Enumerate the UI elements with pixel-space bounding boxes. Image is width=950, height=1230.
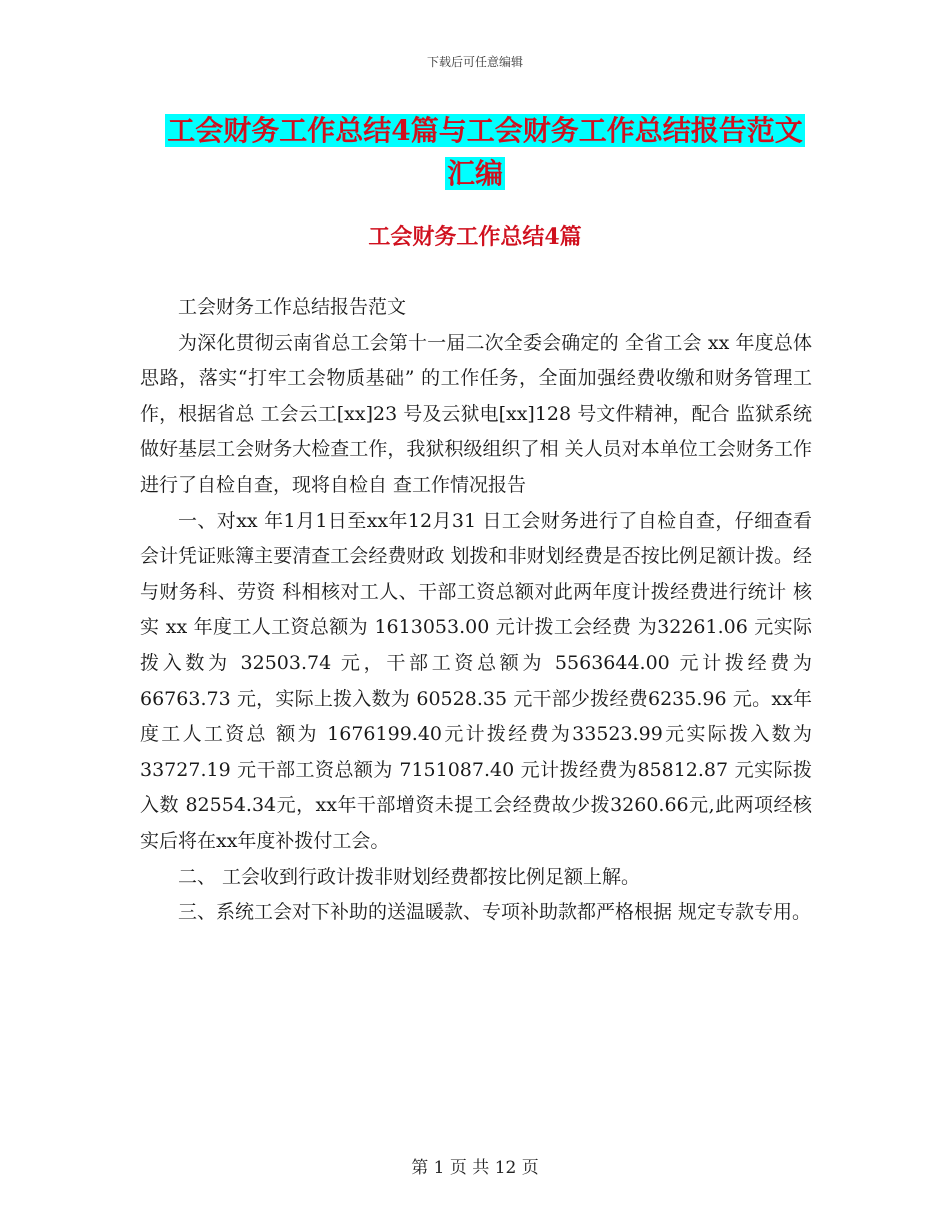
title-highlight: 汇编: [446, 157, 503, 190]
document-title-line1: [0, 110, 950, 152]
paragraph: 二、 工会收到行政计拨非财划经费都按比例足额上解。: [178, 865, 641, 888]
document-title-line2: [0, 153, 950, 195]
page-footer: 第 1 页 共 12 页: [411, 1158, 539, 1178]
paragraph: 为深化贯彻云南省总工会第十一届二次全委会确定的 全省工会 xx 年度总体思路，落实“打牢工会物质基础” 的工作任务，全面加强经费收缴和财务管理工作，根据省总 工会云工[xx]23 号及云狱电[xx]128 号文件精神，配合 监狱系统做好基层工会财务大检查工作，我狱积级组织了相 关人员对本单位工会财务工作进行了自检自查，现将自检自 查工作情况报告: [140, 331, 812, 496]
header-note: 下载后可任意编辑: [426, 55, 523, 69]
paragraph: 一、对xx 年1月1日至xx年12月31 日工会财务进行了自检自查，仔细查看会计凭证账簿主要清查工会经费财政 划拨和非财划经费是否按比例足额计拨。经与财务科、劳资 科相核对工人、干部工资总额对此两年度计拨经费进行统计 核实 xx 年度工人工资总额为 1613053.00 元计拨工会经费 为32261.06 元实际拨入数为 32503.74 元，干部工资总额为 5563644.00 元计拨经费为 66763.73 元，实际上拨入数为 60528.35 元干部少拨经费6235.96 元。xx年度工人工资总 额为 1676199.40元计拨经费为33523.99元实际拨入数为 33727.19 元干部工资总额为 7151087.40 元计拨经费为85812.87 元实际拨入数 82554.34元，xx年干部增资未提工会经费故少拨3260.66元,此两项经核实后将在xx年度补拨付工会。: [140, 509, 812, 852]
section-title: 工会财务工作总结4篇: [368, 224, 582, 250]
paragraph: 三、系统工会对下补助的送温暖款、专项补助款都严格根据 规定专款专用。: [178, 901, 812, 924]
document-body: [140, 290, 812, 931]
title-highlight: 工会财务工作总结4篇与工会财务工作总结报告范文: [167, 114, 803, 147]
paragraph: 工会财务工作总结报告范文: [178, 296, 407, 318]
